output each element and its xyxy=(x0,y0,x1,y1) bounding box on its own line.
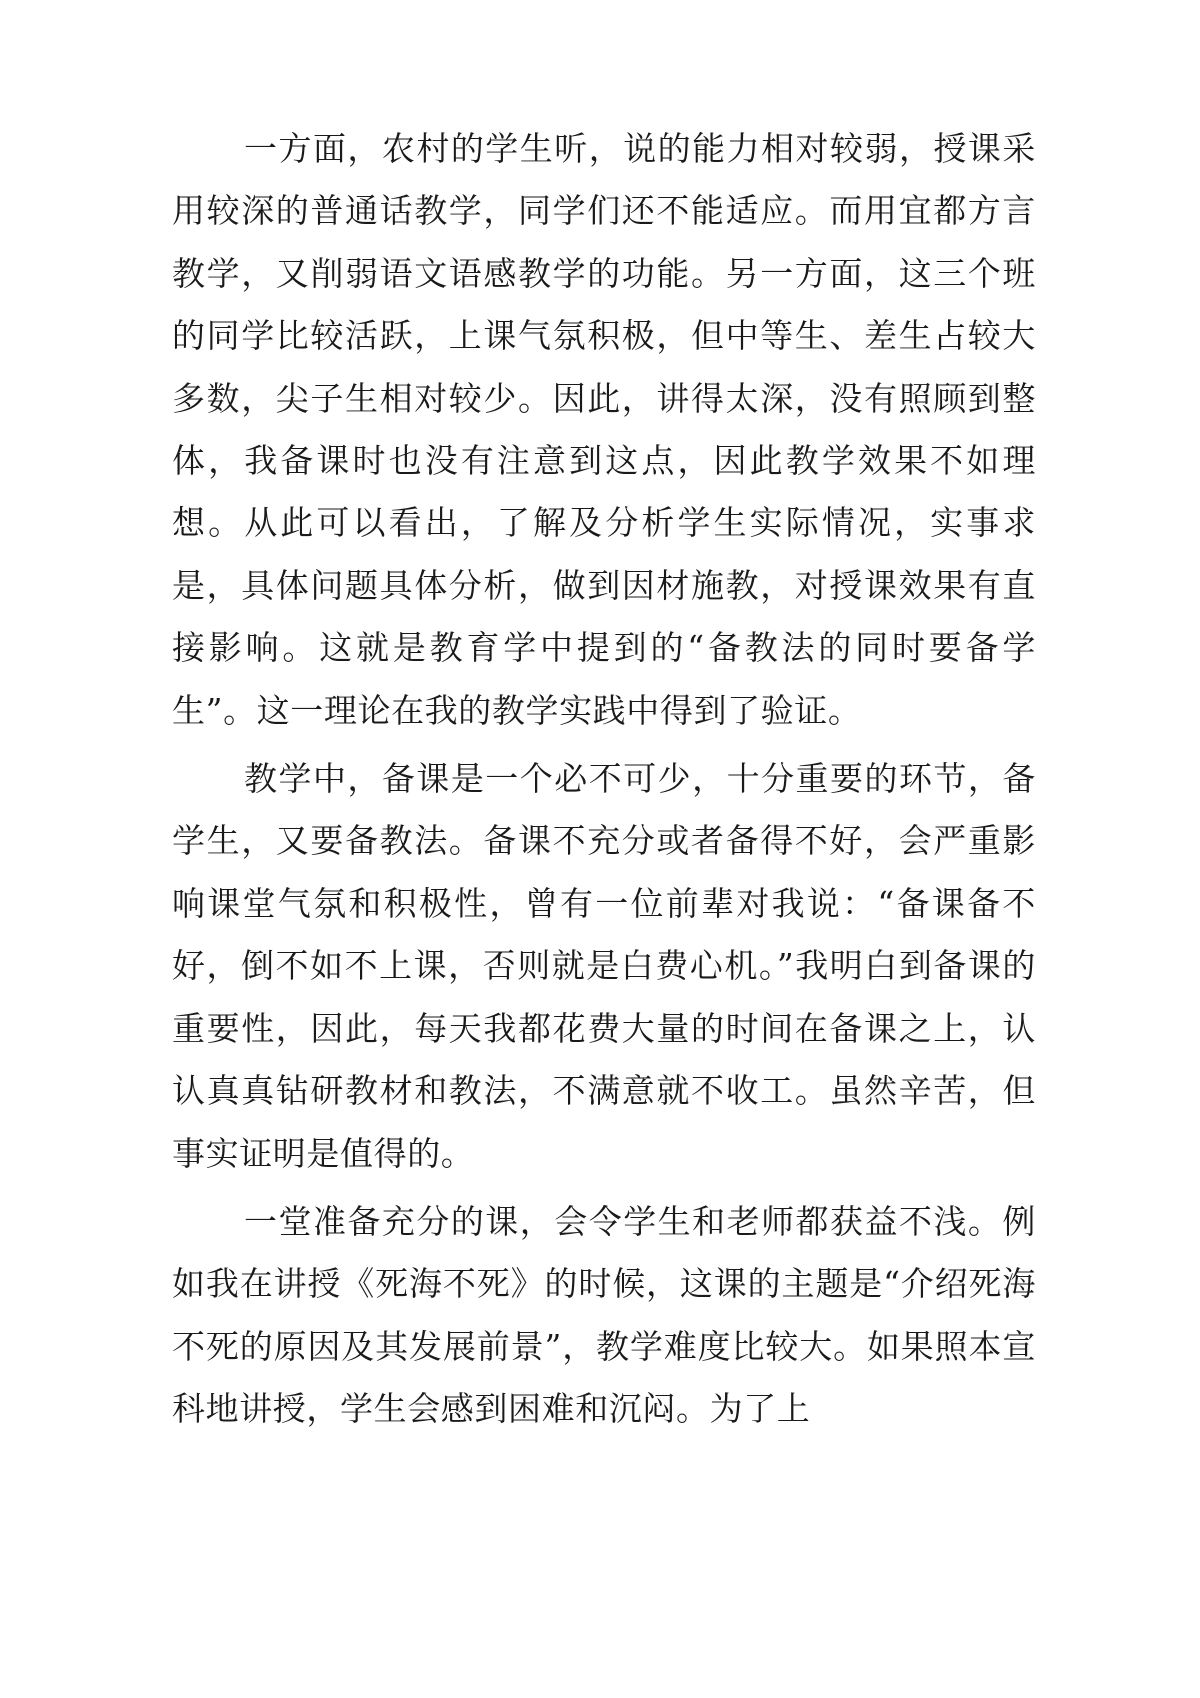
document-page xyxy=(172,118,1036,1447)
paragraph-3: 一堂准备充分的课，会令学生和老师都获益不浅。例如我在讲授《死海不死》的时候，这课的主题是“介绍死海不死的原因及其发展前景”，教学难度比较大。如果照本宣科地讲授，学生会感到困难和沉闷。为了上 xyxy=(172,1201,1036,1429)
paragraph-1: 一方面，农村的学生听，说的能力相对较弱，授课采用较深的普通话教学，同学们还不能适应。而用宜都方言教学，又削弱语文语感教学的功能。另一方面，这三个班的同学比较活跃，上课气氛积极，但中等生、差生占较大多数，尖子生相对较少。因此，讲得太深，没有照顾到整体，我备课时也没有注意到这点，因此教学效果不如理想。从此可以看出，了解及分析学生实际情况，实事求是，具体问题具体分析，做到因材施教，对授课效果有直接影响。这就是教育学中提到的“备教法的同时要备学生”。这一理论在我的教学实践中得到了验证。 xyxy=(172,129,1036,730)
paragraph-2: 教学中，备课是一个必不可少，十分重要的环节，备学生，又要备教法。备课不充分或者备得不好，会严重影响课堂气氛和积极性，曾有一位前辈对我说：“备课备不好，倒不如不上课，否则就是白费心机。”我明白到备课的重要性，因此，每天我都花费大量的时间在备课之上，认认真真钻研教材和教法，不满意就不收工。虽然辛苦，但事实证明是值得的。 xyxy=(172,759,1036,1173)
